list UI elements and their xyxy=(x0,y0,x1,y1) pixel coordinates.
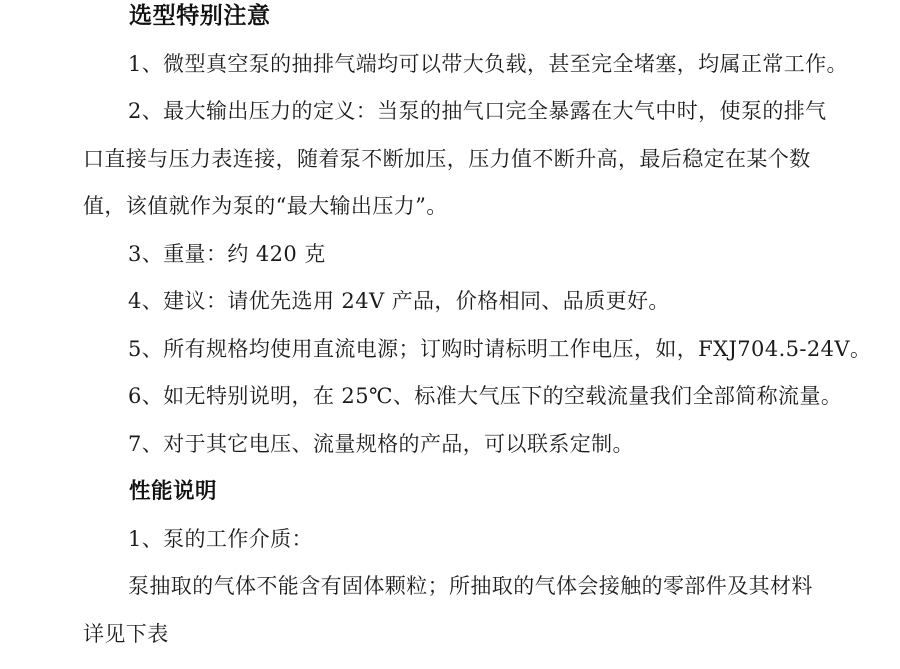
section-heading-2: 性能说明 xyxy=(129,479,900,527)
paragraph-line: 3、重量：约 420 克 xyxy=(128,242,900,290)
paragraph-line: 口直接与压力表连接，随着泵不断加压，压力值不断升高，最后稳定在某个数 xyxy=(83,147,900,195)
paragraph-line: 2、最大输出压力的定义：当泵的抽气口完全暴露在大气中时，使泵的排气 xyxy=(128,99,900,147)
paragraph-line: 6、如无特别说明，在 25℃、标准大气压下的空载流量我们全部简称流量。 xyxy=(128,384,900,432)
paragraph-line: 1、泵的工作介质： xyxy=(128,527,900,575)
section-heading-1: 选型特别注意 xyxy=(129,4,900,52)
paragraph-line: 1、微型真空泵的抽排气端均可以带大负载，甚至完全堵塞，均属正常工作。 xyxy=(128,52,900,100)
paragraph-line: 详见下表 xyxy=(83,622,900,669)
paragraph-line: 7、对于其它电压、流量规格的产品，可以联系定制。 xyxy=(128,432,900,480)
paragraph-line: 4、建议：请优先选用 24V 产品，价格相同、品质更好。 xyxy=(128,289,900,337)
paragraph-line: 泵抽取的气体不能含有固体颗粒；所抽取的气体会接触的零部件及其材料 xyxy=(128,574,900,622)
paragraph-line: 值，该值就作为泵的“最大输出压力”。 xyxy=(83,194,900,242)
paragraph-line: 5、所有规格均使用直流电源；订购时请标明工作电压，如，FXJ704.5-24V。 xyxy=(128,337,900,385)
